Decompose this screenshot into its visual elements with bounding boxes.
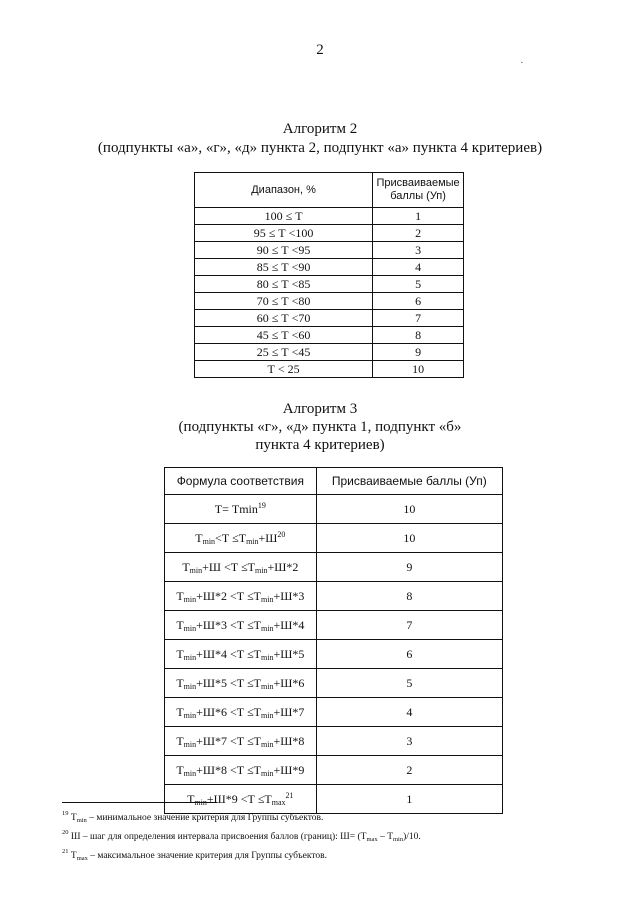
page-number: 2 bbox=[316, 42, 324, 58]
points-cell: 3 bbox=[316, 727, 502, 756]
footnote: $^{20}$ Ш – шаг для определения интервала присвоения баллов (границ): $Ш= (Т_{max} - Т_{min})/10$. bbox=[62, 829, 421, 843]
points-cell: 10 bbox=[316, 495, 502, 524]
formula-cell: $Т_{min}<Т \le Т_{min}+Ш^{20}$ bbox=[165, 524, 317, 553]
table-row bbox=[165, 698, 503, 727]
table-row bbox=[195, 344, 464, 361]
formula-cell: $Т_{min}+Ш*5 <Т \le Т_{min}+Ш*6$ bbox=[165, 669, 317, 698]
algorithm-3-subtitle-line-1: (подпункты «г», «д» пункта 1, подпункт «б» bbox=[178, 419, 462, 435]
points-cell: 6 bbox=[316, 640, 502, 669]
points-cell: 4 bbox=[373, 259, 464, 276]
points-cell: 5 bbox=[373, 276, 464, 293]
table-row bbox=[195, 225, 464, 242]
footnote: $^{19}$ $Т_{min}$ – минимальное значение критерия для Группы субъектов. bbox=[62, 810, 324, 824]
points-cell: 1 bbox=[316, 785, 502, 814]
points-cell: 7 bbox=[316, 611, 502, 640]
algorithm-3-title: Алгоритм 3 bbox=[282, 401, 358, 417]
algorithm-2-title: Алгоритм 2 bbox=[282, 121, 358, 137]
range-header: Диапазон, % bbox=[195, 173, 373, 208]
table-row bbox=[195, 310, 464, 327]
points-cell: 8 bbox=[373, 327, 464, 344]
range-cell: 45 ≤ Т <60 bbox=[195, 327, 373, 344]
points-cell: 3 bbox=[373, 242, 464, 259]
range-cell: 70 ≤ Т <80 bbox=[195, 293, 373, 310]
points-cell: 9 bbox=[316, 553, 502, 582]
table-row bbox=[165, 524, 503, 553]
points-cell: 10 bbox=[316, 524, 502, 553]
scan-mark: · bbox=[520, 57, 524, 69]
formula-cell: $Т_{min}+Ш*9 <Т \le Т_{max}^{21}$ bbox=[165, 785, 317, 814]
table-row bbox=[165, 640, 503, 669]
range-cell: 90 ≤ Т <95 bbox=[195, 242, 373, 259]
table-row bbox=[165, 553, 503, 582]
table-row bbox=[165, 582, 503, 611]
formula-cell: $Т_{min}+Ш*7 <Т \le Т_{min}+Ш*8$ bbox=[165, 727, 317, 756]
formula-cell: Т= Тmin$^{19}$ bbox=[165, 495, 317, 524]
formula-header: Формула соответствия bbox=[165, 468, 317, 495]
table-row bbox=[165, 756, 503, 785]
range-cell: 25 ≤ Т <45 bbox=[195, 344, 373, 361]
range-cell: 80 ≤ Т <85 bbox=[195, 276, 373, 293]
table-row bbox=[195, 327, 464, 344]
points-cell: 2 bbox=[316, 756, 502, 785]
table-row bbox=[165, 669, 503, 698]
points-cell: 4 bbox=[316, 698, 502, 727]
algorithm-2-table-body bbox=[195, 208, 464, 378]
points-cell: 1 bbox=[373, 208, 464, 225]
formula-cell: $Т_{min}+Ш*2 <Т \le Т_{min}+Ш*3$ bbox=[165, 582, 317, 611]
algorithm-3-subtitle-line-2: пункта 4 критериев) bbox=[255, 437, 385, 453]
algorithm-3-table-body bbox=[165, 495, 503, 814]
formula-cell: $Т_{min}+Ш*4 <Т \le Т_{min}+Ш*5$ bbox=[165, 640, 317, 669]
formula-cell: $Т_{min}+Ш*3 <Т \le Т_{min}+Ш*4$ bbox=[165, 611, 317, 640]
table-row bbox=[195, 293, 464, 310]
footnote: $^{21}$ $Т_{max}$ – максимальное значение критерия для Группы субъектов. bbox=[62, 848, 328, 862]
footnotes bbox=[62, 808, 582, 865]
points-cell: 2 bbox=[373, 225, 464, 242]
table-header-row bbox=[165, 468, 503, 495]
formula-cell: $Т_{min}+Ш*6 <Т \le Т_{min}+Ш*7$ bbox=[165, 698, 317, 727]
footnote-divider bbox=[62, 802, 217, 803]
table-row bbox=[165, 495, 503, 524]
points-header: Присваиваемые баллы (Уп) bbox=[373, 173, 464, 208]
algorithm-2-subtitle: (подпункты «а», «г», «д» пункта 2, подпункт «а» пункта 4 критериев) bbox=[97, 140, 543, 156]
points-header: Присваиваемые баллы (Уп) bbox=[316, 468, 502, 495]
points-cell: 5 bbox=[316, 669, 502, 698]
formula-cell: $Т_{min}+Ш*8 <Т \le Т_{min}+Ш*9$ bbox=[165, 756, 317, 785]
points-cell: 8 bbox=[316, 582, 502, 611]
formula-cell: $Т_{min}+Ш <Т \le Т_{min}+Ш*2$ bbox=[165, 553, 317, 582]
table-row bbox=[195, 361, 464, 378]
points-cell: 10 bbox=[373, 361, 464, 378]
range-cell: 100 ≤ Т bbox=[195, 208, 373, 225]
table-row bbox=[195, 259, 464, 276]
table-row bbox=[195, 242, 464, 259]
range-cell: 85 ≤ Т <90 bbox=[195, 259, 373, 276]
points-cell: 6 bbox=[373, 293, 464, 310]
range-cell: Т < 25 bbox=[195, 361, 373, 378]
points-cell: 7 bbox=[373, 310, 464, 327]
table-row bbox=[165, 611, 503, 640]
points-cell: 9 bbox=[373, 344, 464, 361]
table-row bbox=[195, 208, 464, 225]
table-row bbox=[165, 727, 503, 756]
range-cell: 60 ≤ Т <70 bbox=[195, 310, 373, 327]
table-header-row bbox=[195, 173, 464, 208]
range-cell: 95 ≤ Т <100 bbox=[195, 225, 373, 242]
algorithm-2-table bbox=[194, 172, 464, 378]
algorithm-3-table bbox=[164, 467, 503, 814]
table-row bbox=[195, 276, 464, 293]
